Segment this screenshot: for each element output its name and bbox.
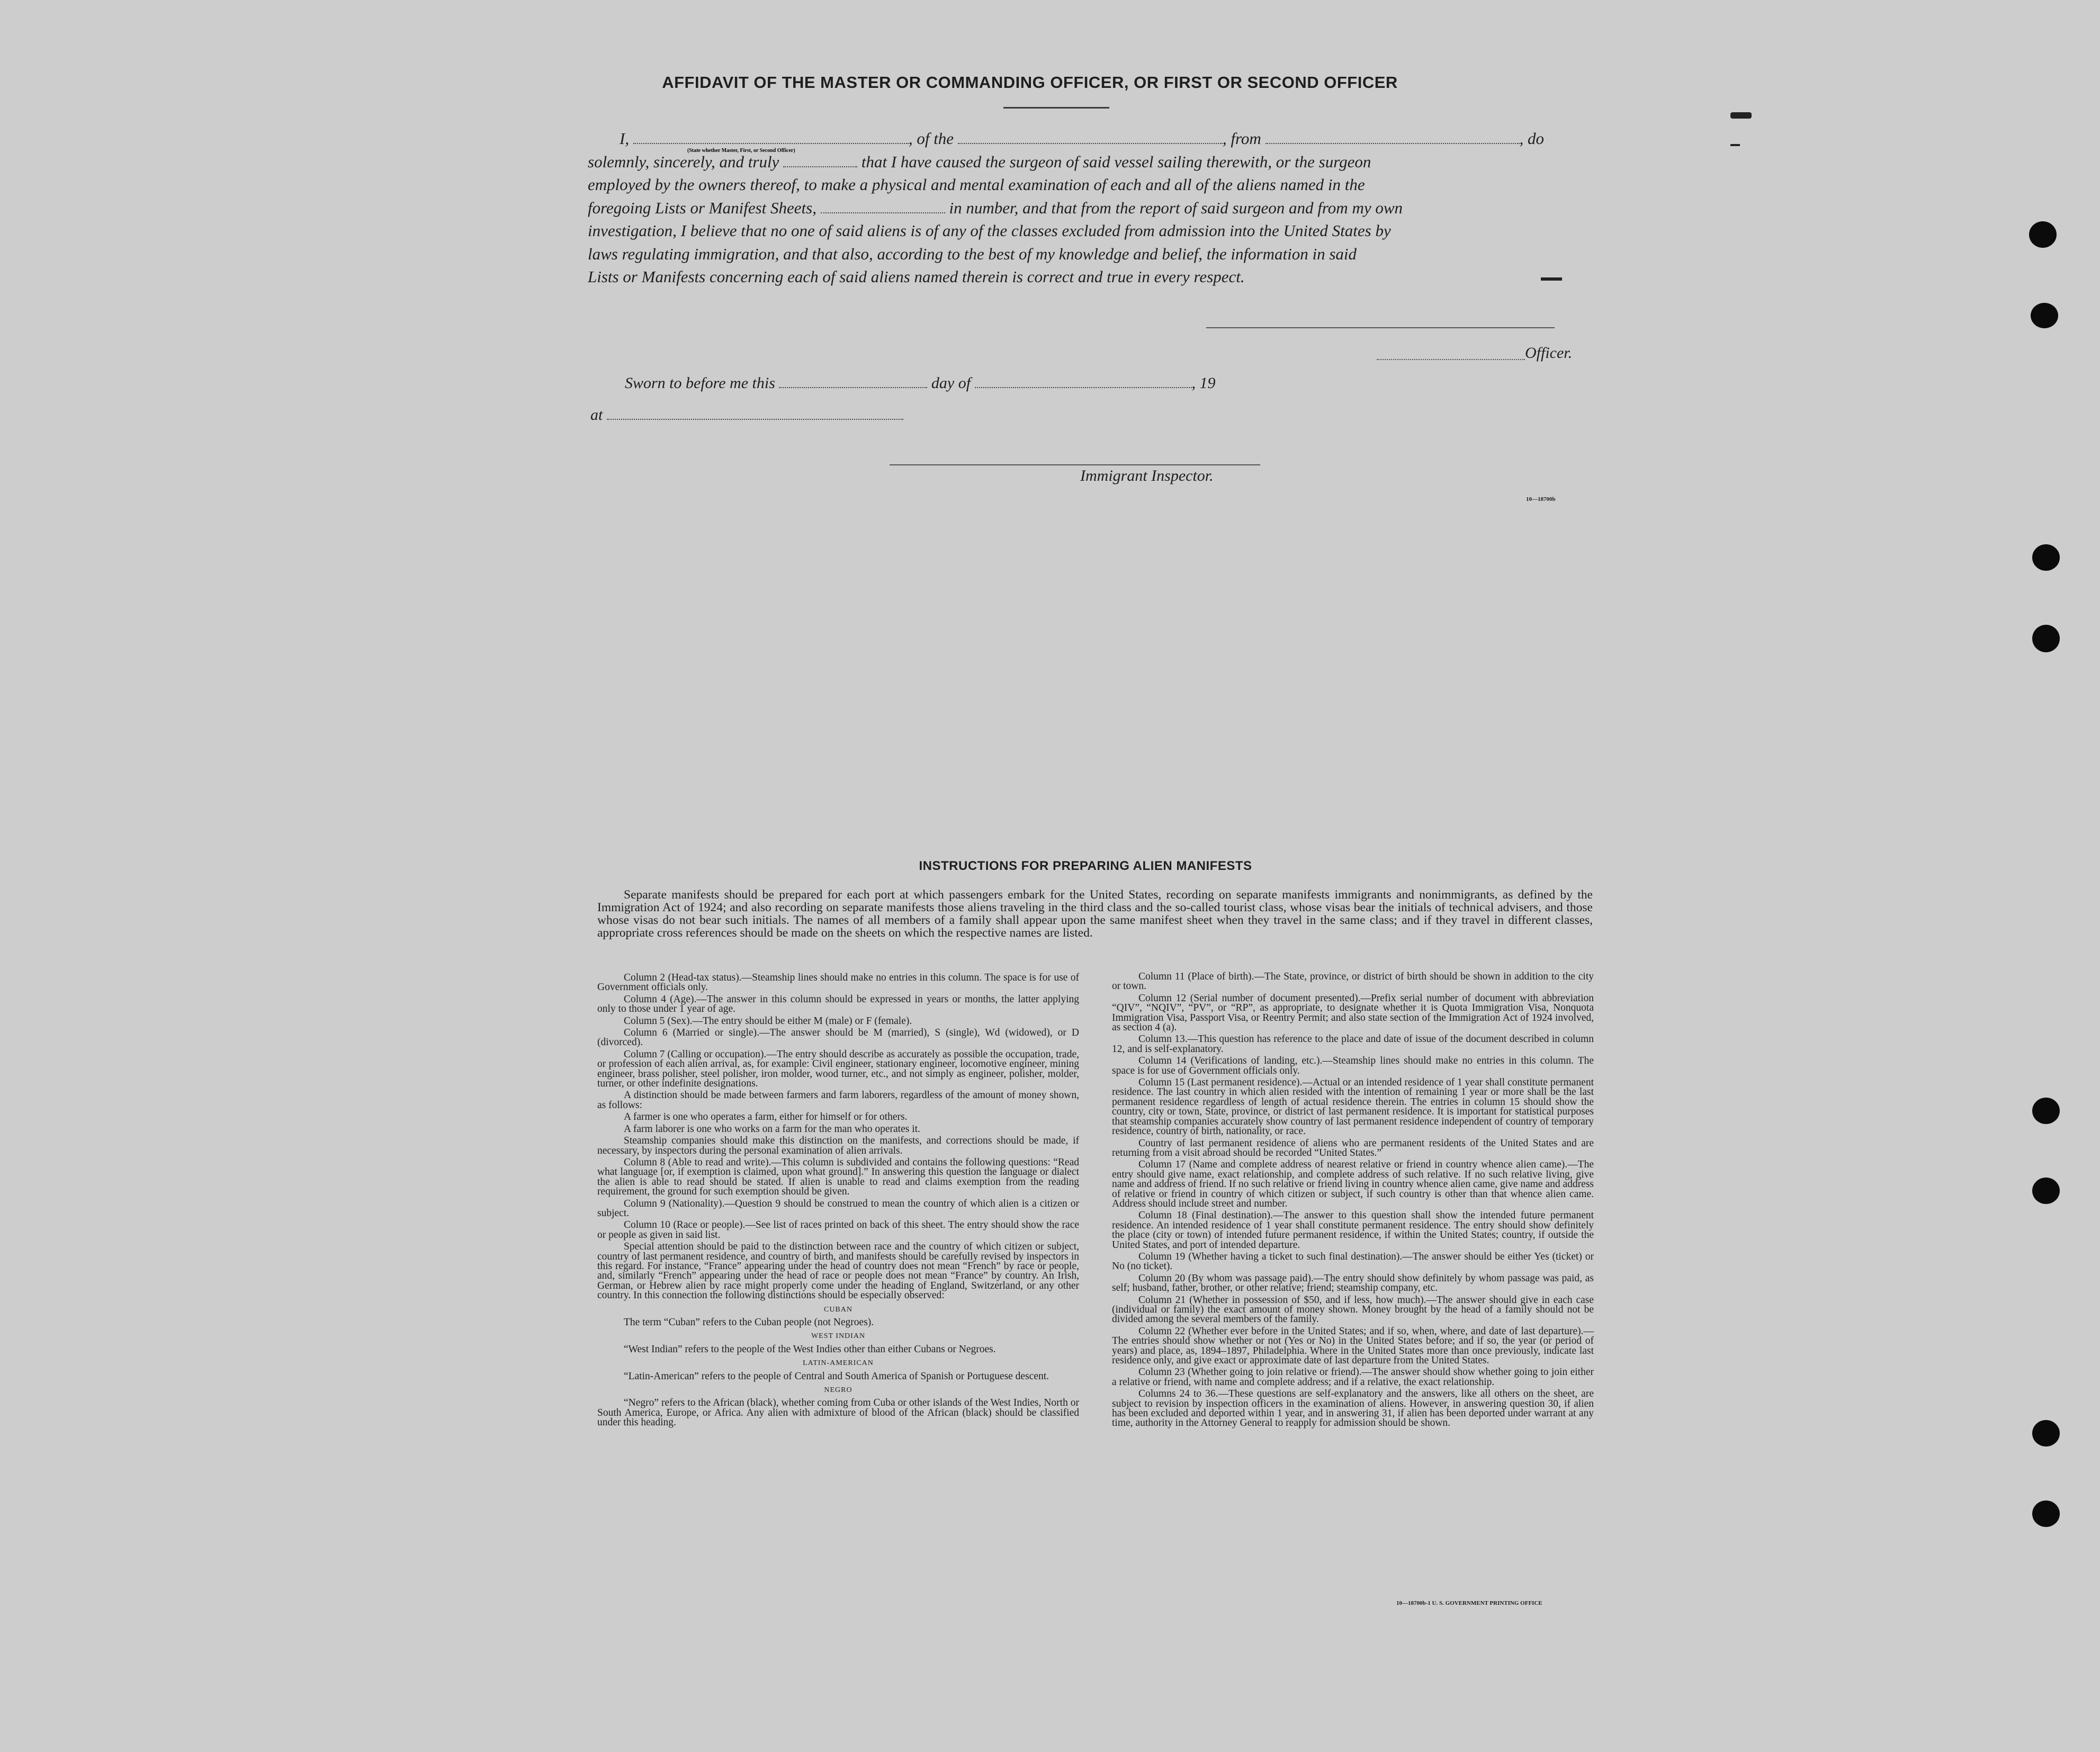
instruction-item: Column 23 (Whether going to join relative or friend).—The answer should show whether going to join either a relative or friend, with name and complete address; and if a relative, the exact relationship. — [1112, 1367, 1594, 1388]
instruction-item: A farmer is one who operates a farm, either for himself or for others. — [624, 1111, 908, 1123]
affidavit-title: AFFIDAVIT OF THE MASTER OR COMMANDING OFFICER, OR FIRST OR SECOND OFFICER — [662, 73, 1398, 92]
instruction-item: Column 20 (By whom was passage paid).—The entry should show definitely by whom passage was paid, as self; husband, father, brother, or other relative; friend; steamship company, etc. — [1112, 1272, 1594, 1294]
form-number: 10—18700b — [1526, 496, 1556, 502]
inspector-signature-line[interactable] — [890, 464, 1260, 465]
ink-mark — [1730, 144, 1740, 146]
officer-label: Officer. — [1525, 344, 1573, 362]
sworn-month-field[interactable] — [975, 375, 1192, 388]
sworn-day-field[interactable] — [779, 375, 927, 388]
sheet-count-field[interactable] — [821, 201, 945, 213]
instruction-item: Column 6 (Married or single).—The answer should be M (married), S (single), Wd (widowed), or D (divorced). — [597, 1027, 1079, 1048]
subheading-cuban: CUBAN — [823, 1305, 852, 1314]
binder-hole — [2032, 1501, 2060, 1527]
instruction-item: Special attention should be paid to the distinction between race and the country of which citizen or subject, country of last permanent residence, and country of birth, and manifests should be carefully revised by inspectors in this regard. For instance, “France” appearing under the head of country does not mean “French” by race or people, and, similarly “French” appearing under the head of race or people does not mean “France” by country. An Irish, German, or Hebrew alien by race might properly come under the heading of England, Switzerland, or any other country. In this connection the following distinctions should be especially observed: — [597, 1241, 1079, 1301]
affidavit-line: investigation, I believe that no one of said aliens is of any of the classes excluded from admission into the United States by — [588, 221, 1391, 240]
affidavit-do: , do — [1519, 129, 1544, 148]
instruction-item: Column 19 (Whether having a ticket to such final destination).—The answer should be either Yes (ticket) or No (no ticket). — [1112, 1251, 1594, 1272]
at-label: at — [590, 406, 603, 424]
instruction-item: Column 15 (Last permanent residence).—Actual or an intended residence of 1 year shall constitute permanent residence. The last country in which alien resided with the intention of remaining 1 year or more shall be the last permanent residence regardless of length of actual residence therein. The entries in column 15 should show the country, city or town, State, province, or district of last permanent residence. It is important for statistical purposes that steamship companies accurately show country of last permanent residence independent of country of temporary residence, country of birth, nationality, or race. — [1112, 1077, 1594, 1137]
oath-field[interactable] — [783, 155, 857, 167]
instruction-item: Column 5 (Sex).—The entry should be either M (male) or F (female). — [624, 1015, 912, 1027]
instructions-intro: Separate manifests should be prepared for each port at which passengers embark for the United States, recording on separate manifests immigrants and nonimmigrants, as defined by the Immigration Act of 1924; and also recording on separate manifests those aliens traveling in the third class and the so-called tourist class, whose visas bear the initials of technical advisers, and those whose visas do not bear such initials. The names of all members of a family shall appear upon the same manifest sheet when they travel in the same class; and if they travel in different classes, appropriate cross references should be made on the sheets on which the respective names are listed. — [597, 888, 1593, 940]
inspector-label: Immigrant Inspector. — [1080, 467, 1214, 484]
footer-printing-office: 10—18700b-1 U. S. GOVERNMENT PRINTING OFFICE — [1396, 1600, 1542, 1606]
affidavit-line: that I have caused the surgeon of said vessel sailing therewith, or the surgeon — [861, 152, 1371, 171]
instruction-item: A farm laborer is one who works on a farm for the man who operates it. — [624, 1123, 920, 1135]
instruction-item: Column 21 (Whether in possession of $50, and if less, how much).—The answer should give in each case (individual or family) the exact amount of money shown. Money brought by the head of a family should not be divided among the several members of the family. — [1112, 1294, 1594, 1325]
title-rule — [1003, 107, 1109, 109]
affidavit-line: in number, and that from the report of said surgeon and from my own — [949, 198, 1403, 217]
instruction-item: Column 10 (Race or people).—See list of races printed on back of this sheet. The entry should show the race or people as given in said list. — [597, 1219, 1079, 1241]
affidavit-line: Lists or Manifests concerning each of said aliens named therein is correct and true in every respect. — [588, 267, 1245, 286]
departure-port-field[interactable] — [1266, 131, 1520, 144]
affidavit-of-the: , of the — [908, 129, 954, 148]
binder-hole — [2032, 1178, 2060, 1204]
instruction-item: Column 18 (Final destination).—The answer to this question shall show the intended future permanent residence. An intended residence of 1 year shall constitute permanent residence. The entry should show definitely the place (city or town) of intended future permanent residence, if within the United States; country, if outside the United States, and port of intended departure. — [1112, 1210, 1594, 1251]
instruction-item: A distinction should be made between farmers and farm laborers, regardless of the amount of money shown, as follows: — [597, 1090, 1079, 1111]
instruction-item: Column 12 (Serial number of document presented).—Prefix serial number of document with abbreviation “QIV”, “NQIV”, “PV”, or “RP”, as appropriate, to designate whether it is Quota Immigration Visa, Nonquota Immigration Visa, Passport Visa, or Reentry Permit; and also state section of the Immigration Act of 1924 involved, as section 4 (a). — [1112, 992, 1594, 1034]
instruction-item: Country of last permanent residence of aliens who are permanent residents of the United States and are returning from a visit abroad should be recorded “United States.” — [1112, 1137, 1594, 1158]
instruction-item: Column 2 (Head-tax status).—Steamship lines should make no entries in this column. The space is for use of Government officials only. — [597, 972, 1079, 993]
sworn-place-field[interactable] — [607, 407, 903, 420]
binder-hole — [2032, 1098, 2060, 1124]
instruction-item: “West Indian” refers to the people of the West Indies other than either Cubans or Negroes. — [624, 1343, 996, 1355]
affidavit-line: solemnly, sincerely, and truly — [588, 152, 779, 171]
binder-hole — [2032, 544, 2060, 571]
sworn-day-of: day of — [931, 374, 971, 392]
officer-rank-field[interactable] — [633, 131, 909, 144]
subheading-negro: NEGRO — [824, 1386, 852, 1395]
binder-hole — [2031, 303, 2058, 328]
ink-mark — [1730, 112, 1752, 119]
signature-line[interactable] — [1206, 327, 1555, 328]
instruction-item: “Negro” refers to the African (black), whether coming from Cuba or other islands of the West Indies, North or South America, Europe, or Africa. Any alien with admixture of blood of the African (black) should be classified under this heading. — [597, 1397, 1079, 1428]
affidavit-i: I, — [620, 129, 630, 148]
sworn-prefix: Sworn to before me this — [625, 374, 775, 392]
affidavit-from: , from — [1222, 129, 1261, 148]
instructions-left-column — [597, 973, 1079, 1430]
rank-note: (State whether Master, First, or Second Officer) — [687, 148, 795, 154]
instruction-item: Column 14 (Verifications of landing, etc.).—Steamship lines should make no entries in this column. The space is for use of Government officials only. — [1112, 1055, 1594, 1076]
at-line — [590, 406, 903, 424]
instruction-item: Column 17 (Name and complete address of nearest relative or friend in country whence alien came).—The entry should give name, exact relationship, and complete address of such relative. If no such relative living, give name and address of friend. If no such relative or friend living in country whence alien came, give name and address of relative or friend in country of which citizen or subject, if such country is other than that whence alien came. Address should include street and number. — [1112, 1159, 1594, 1209]
affidavit-line: employed by the owners thereof, to make a physical and mental examination of each and all of the aliens named in the — [588, 175, 1365, 194]
binder-hole — [2029, 221, 2057, 248]
instruction-item: Columns 24 to 36.—These questions are self-explanatory and the answers, like all others on the sheet, are subject to revision by inspection officers in the examination of aliens. However, in answering question 30, if alien has been excluded and deported within 1 year, and in answering 31, if alien has been deported under warrant at any time, authority in the Attorney General to reapply for admission should be shown. — [1112, 1388, 1594, 1429]
instruction-item: Column 8 (Able to read and write).—This column is subdivided and contains the following questions: “Read what language [or, if exemption is claimed, upon what ground].” In answering this question the language or dialect the alien is able to read should be stated. If alien is unable to read and claims exemption from the reading requirement, the ground for such exemption should be given. — [597, 1156, 1079, 1198]
binder-hole — [2032, 1420, 2060, 1446]
affidavit-line: laws regulating immigration, and that also, according to the best of my knowledge and belief, the information in said — [588, 244, 1357, 263]
subheading-latin-american: LATIN-AMERICAN — [803, 1359, 874, 1368]
instructions-title: INSTRUCTIONS FOR PREPARING ALIEN MANIFESTS — [919, 859, 1252, 873]
instruction-item: Column 13.—This question has reference to the place and date of issue of the document described in column 12, and is self-explanatory. — [1112, 1034, 1594, 1055]
subheading-west-indian: WEST INDIAN — [811, 1332, 866, 1341]
instruction-item: Column 7 (Calling or occupation).—The entry should describe as accurately as possible the occupation, trade, or profession of each alien arrival, as, for example: Civil engineer, stationary engineer, locomotive engineer, mining engineer, brass polisher, steel polisher, iron molder, wood turner, etc., and not simply as engineer, polisher, molder, turner, or other indefinite designations. — [597, 1048, 1079, 1090]
sworn-year: , 19 — [1191, 374, 1216, 392]
instruction-item: “Latin-American” refers to the people of Central and South America of Spanish or Portuguese descent. — [624, 1370, 1049, 1382]
instruction-item: Column 4 (Age).—The answer in this column should be expressed in years or months, the latter applying only to those under 1 year of age. — [597, 993, 1079, 1015]
affidavit-line: foregoing Lists or Manifest Sheets, — [588, 198, 816, 217]
instruction-item: Column 11 (Place of birth).—The State, province, or district of birth should be shown in addition to the city or town. — [1112, 971, 1594, 992]
binder-hole — [2032, 625, 2060, 652]
instruction-item: The term “Cuban” refers to the Cuban people (not Negroes). — [624, 1317, 874, 1328]
officer-signature-line[interactable] — [1377, 358, 1525, 360]
vessel-name-field[interactable] — [958, 131, 1223, 144]
instruction-item: Column 22 (Whether ever before in the United States; and if so, when, where, and date of last departure).—The entries should show whether or not (Yes or No) in the United States before; and if so, the year (or period of years) and place, as, 1894–1897, Philadelphia. Where in the United States more than once previously, indicate last residence only, and give exact or approximate date of last departure from the United States. — [1112, 1325, 1594, 1367]
instruction-item: Column 9 (Nationality).—Question 9 should be construed to mean the country of which alien is a citizen or subject. — [597, 1198, 1079, 1219]
sworn-line — [625, 374, 1216, 392]
instruction-item: Steamship companies should make this distinction on the manifests, and corrections should be made, if necessary, by inspectors during the personal examination of alien arrivals. — [597, 1135, 1079, 1156]
instructions-right-column — [1112, 972, 1594, 1431]
